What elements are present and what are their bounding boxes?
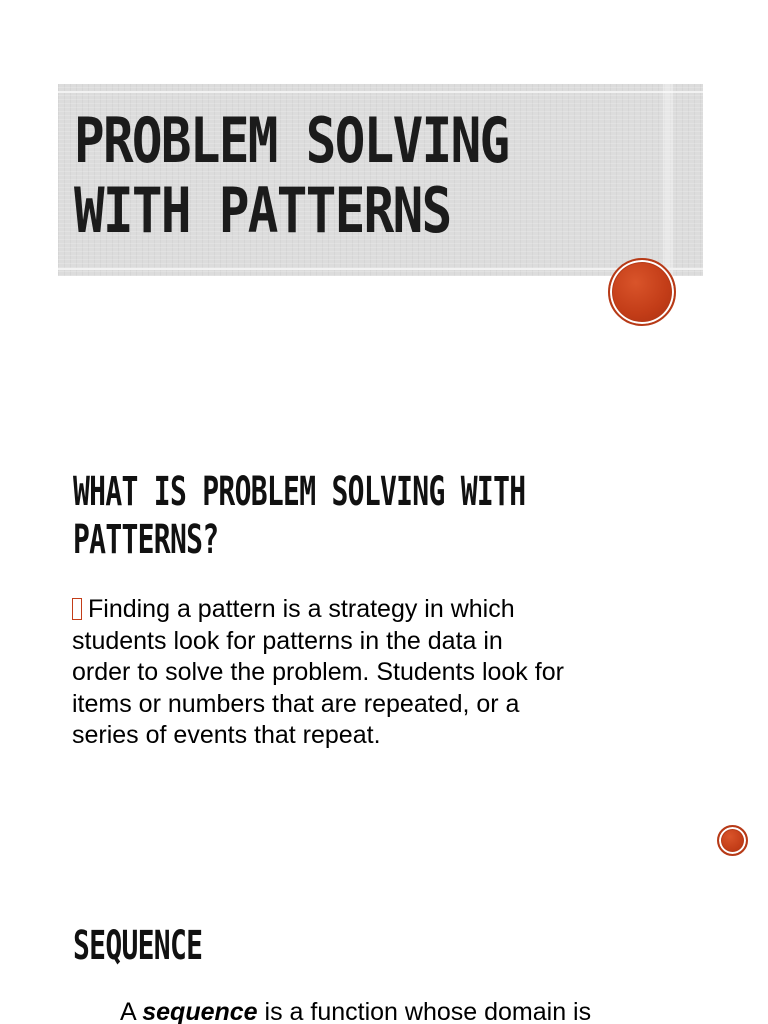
- section-heading-what-is: [73, 468, 525, 564]
- title-banner: [58, 84, 703, 276]
- section-heading-sequence: SEQUENCE: [73, 923, 203, 969]
- decorative-circle-icon: [608, 258, 676, 326]
- title-line-2: WITH PATTERNS: [74, 174, 451, 247]
- bullet-box-icon: [72, 598, 82, 620]
- sequence-definition: [120, 996, 591, 1024]
- heading-line-1: WHAT IS PROBLEM SOLVING WITH: [73, 469, 526, 515]
- slide-title: [74, 106, 509, 246]
- sequence-suffix: is a function whose domain is: [257, 998, 592, 1024]
- paragraph-text: Finding a pattern is a strategy in which students look for patterns in the data in order to solve the problem. Students look for items or numbers that are repeated, or a series of events that repeat.: [72, 595, 564, 749]
- title-line-1: PROBLEM SOLVING: [74, 104, 509, 177]
- definition-paragraph: [72, 594, 712, 752]
- sequence-term: sequence: [142, 998, 258, 1024]
- sequence-prefix: A: [120, 998, 143, 1024]
- decorative-circle-icon-small: [717, 825, 748, 856]
- banner-stripe: [663, 84, 673, 276]
- heading-line-2: PATTERNS?: [73, 517, 219, 563]
